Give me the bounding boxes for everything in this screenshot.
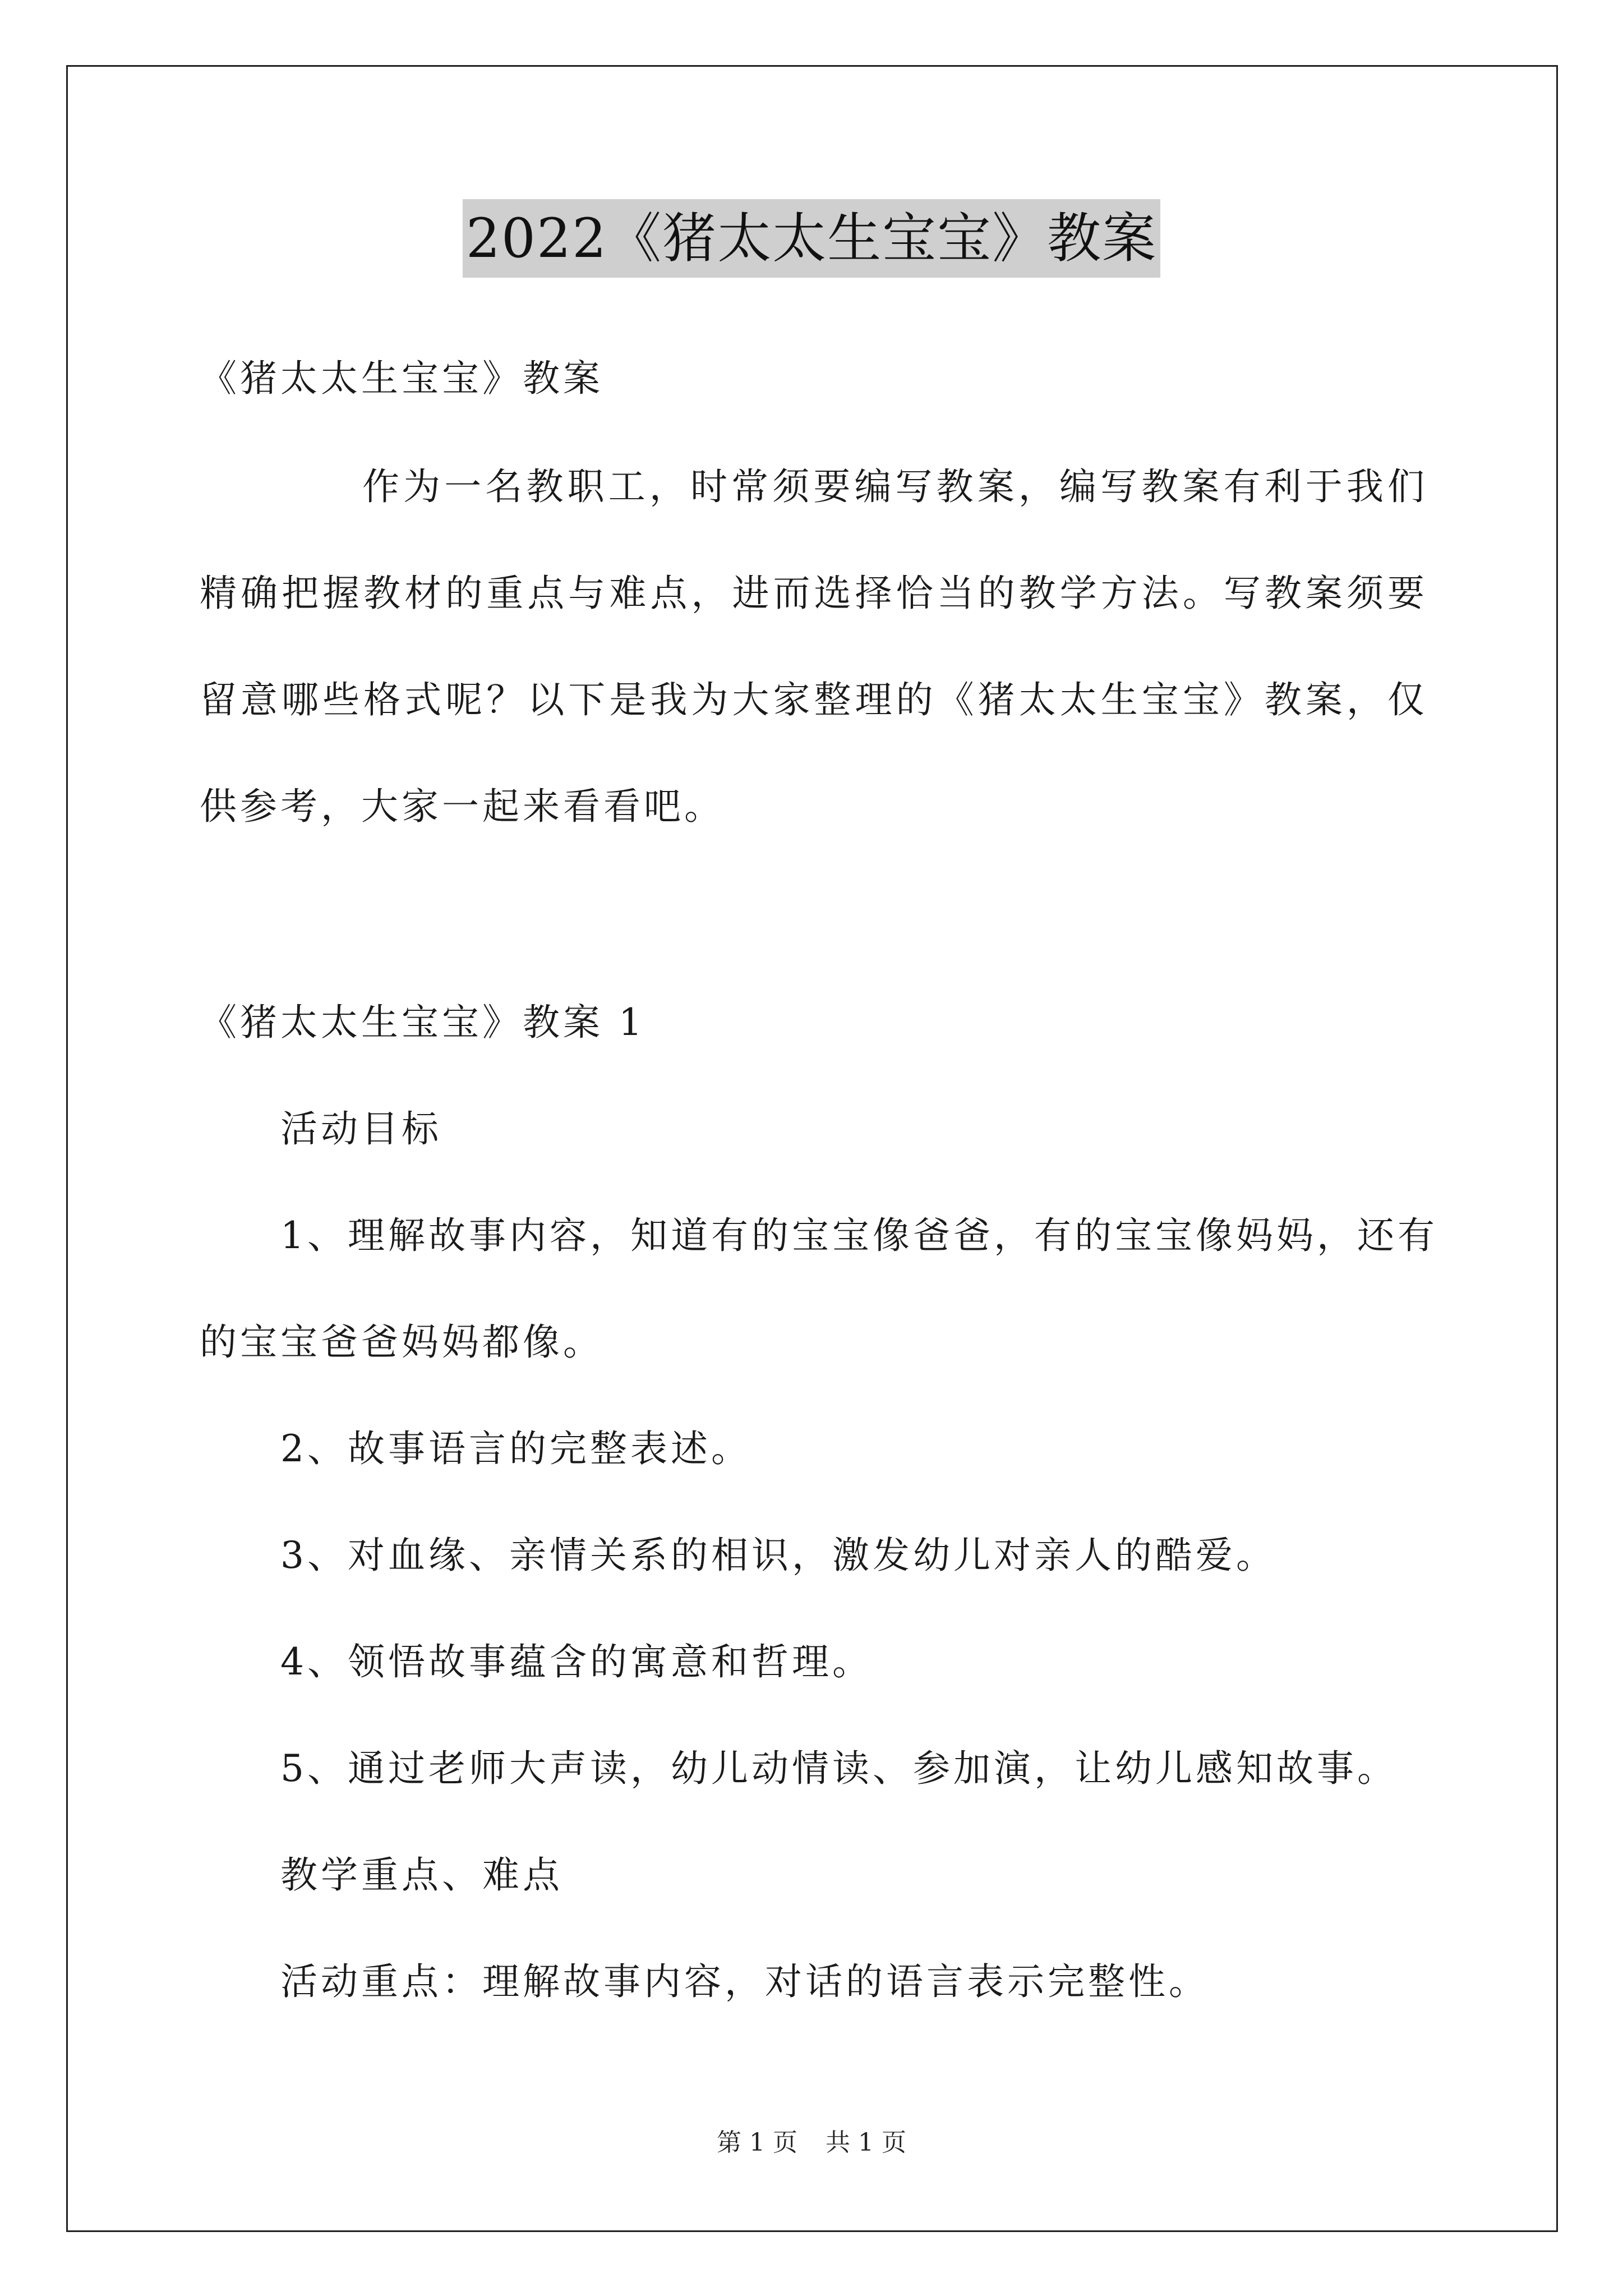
section-heading: 《猪太太生宝宝》教案 1 <box>200 1001 645 1044</box>
page-number: 第 1 页 <box>717 2128 797 2157</box>
goals-heading: 活动目标 <box>280 1107 442 1151</box>
intro-line-4: 供参考，大家一起来看看吧。 <box>200 785 725 828</box>
intro-line-3: 留意哪些格式呢？以下是我为大家整理的《猪太太生宝宝》教案，仅 <box>200 678 1428 721</box>
document-subtitle: 《猪太太生宝宝》教案 <box>200 357 603 400</box>
focus-text: 活动重点：理解故事内容，对话的语言表示完整性。 <box>280 1960 1209 2003</box>
intro-line-2: 精确把握教材的重点与难点，进而选择恰当的教学方法。写教案须要 <box>200 572 1428 615</box>
focus-heading: 教学重点、难点 <box>280 1853 563 1897</box>
total-pages: 共 1 页 <box>826 2128 906 2157</box>
goal-5: 5、通过老师大声读，幼儿动情读、参加演，让幼儿感知故事。 <box>280 1747 1398 1790</box>
page-footer <box>0 2126 1623 2160</box>
document-title: 2022《猪太太生宝宝》教案 <box>463 199 1160 278</box>
goal-1-line-2: 的宝宝爸爸妈妈都像。 <box>200 1320 603 1364</box>
goal-4: 4、领悟故事蕴含的寓意和哲理。 <box>280 1640 873 1683</box>
goal-2: 2、故事语言的完整表述。 <box>280 1427 751 1470</box>
intro-line-1: 作为一名教职工，时常须要编写教案，编写教案有利于我们 <box>362 465 1428 508</box>
goal-3: 3、对血缘、亲情关系的相识，激发幼儿对亲人的酷爱。 <box>280 1534 1276 1577</box>
title-container <box>0 199 1623 278</box>
goal-1-line-1: 1、理解故事内容，知道有的宝宝像爸爸，有的宝宝像妈妈，还有 <box>280 1214 1438 1257</box>
